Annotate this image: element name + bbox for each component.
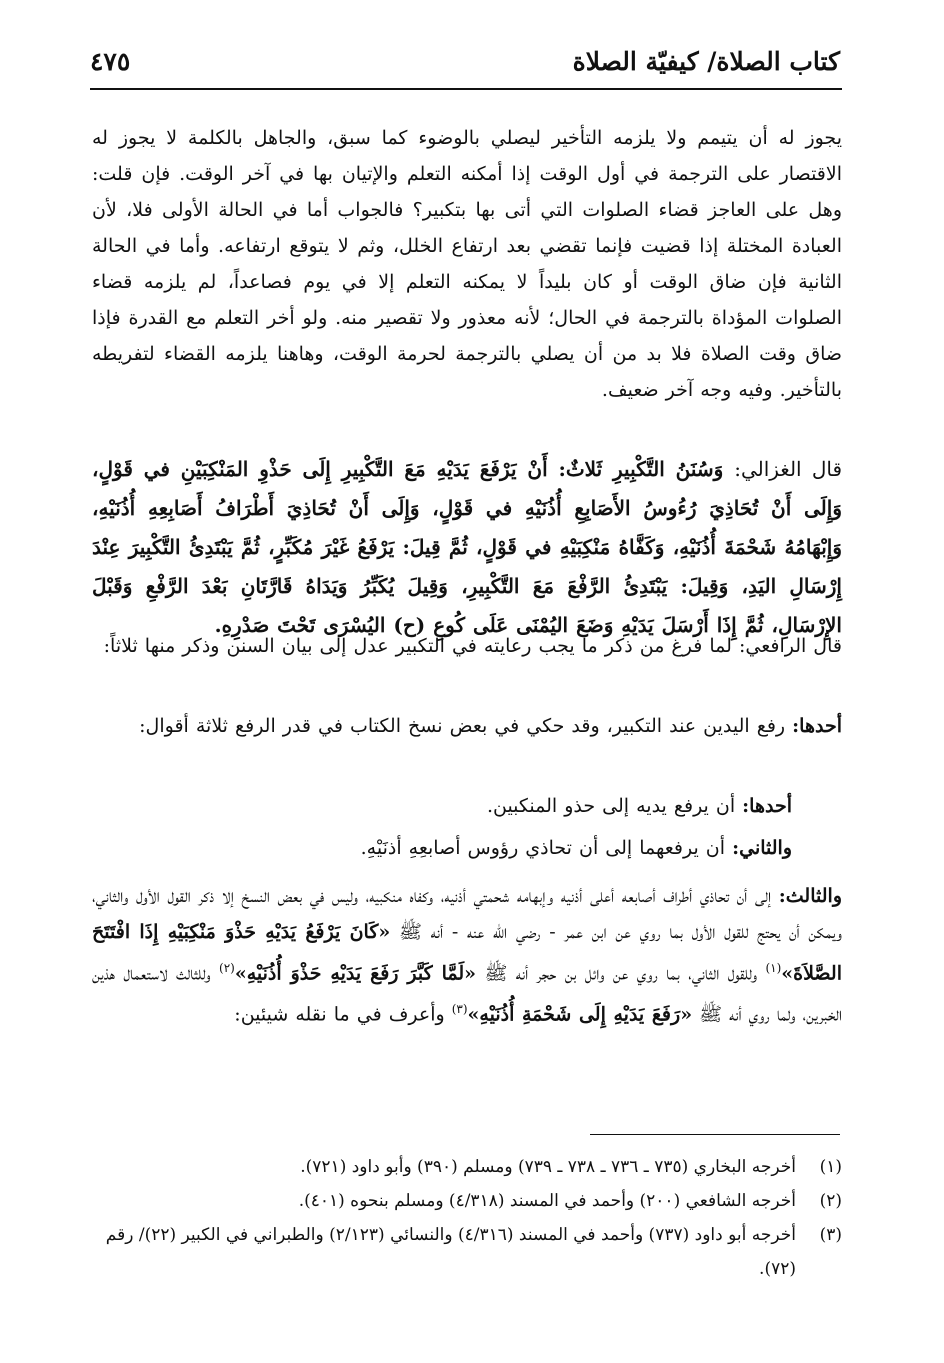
footnote bbox=[92, 1184, 842, 1218]
footnote-rule bbox=[590, 1134, 840, 1135]
footnote-ref-1[interactable]: (١) bbox=[765, 961, 782, 975]
footnote-text: أخرجه البخاري (٧٣٥ ـ ٧٣٦ ـ ٧٣٨ ـ ٧٣٩) ومسلم (٣٩٠) وأبو داود (٧٢١). bbox=[300, 1157, 796, 1177]
footnote-number: (٢) bbox=[819, 1191, 842, 1211]
running-title: كتاب الصلاة/ كيفيّة الصلاة bbox=[572, 46, 840, 76]
qawl-two bbox=[92, 830, 792, 866]
footnote-number: (١) bbox=[819, 1157, 842, 1177]
first-sunnah-paragraph bbox=[92, 708, 842, 744]
page-number: ٤٧٥ bbox=[90, 46, 131, 76]
first-sunnah-text: رفع اليدين عند التكبير، وقد حكي في بعض نسخ الكتاب في قدر الرفع ثلاثة أقوال: bbox=[139, 715, 786, 737]
intro-paragraph: يجوز له أن يتيمم ولا يلزمه التأخير ليصلي بالوضوء كما سبق، والجاهل بالكلمة لا يجوز له الاقتصار على الترجمة في أول الوقت إذا أمكنه التعلم والإتيان بها في آخر الوقت. فإن قلت: وهل على العاجز قضاء الصلوات التي أتى بها بتكبير؟ فالجواب أما في الحالة الأولى فلا، لأن العبادة المختلة إذا قضيت فإنما تقضي بعد ارتفاع الخلل، وثم لا يتوقع ارتفاعه. وأما في الحالة الثانية فإن ضاق الوقت أو كان بليداً لا يمكنه التعلم إلا في يوم فصاعداً، لم يلزمه قضاء الصلوات المؤداة بالترجمة في الحال؛ لأنه معذور ولا تقصير منه. ولو أخر التعلم مع القدرة فإذا ضاق وقت الصلاة فلا بد من أن يصلي بالترجمة لحرمة الوقت، وهاهنا يلزمه القضاء لتفريطه بالتأخير. وفيه وجه آخر ضعيف. bbox=[92, 127, 842, 401]
qawl-three-text-2: وللقول الثاني، بما روي عن وائل بن حجر أنه ﷺ bbox=[484, 962, 758, 985]
first-sunnah-label: أحدها: bbox=[792, 715, 842, 737]
footnote bbox=[92, 1218, 842, 1286]
hadith-quote-1: «كَانَ يَرْفَعُ يَدَيْهِ حَذْوَ مَنْكِبَيْهِ إِذَا افْتَتَحَ الصَّلاَةَ» bbox=[92, 921, 842, 985]
footnotes bbox=[92, 1150, 842, 1286]
qawl-three bbox=[92, 878, 842, 1033]
qawl-three-text-3: وللثالث لاستعمال هذين الخبرين، ولما روي أنه ﷺ bbox=[92, 962, 842, 1026]
footnote-ref-3[interactable]: (٣) bbox=[451, 1002, 468, 1017]
footnote-ref-2[interactable]: (٢) bbox=[219, 961, 235, 975]
matn-text: وَسُنَنُ التَّكْبِيرِ ثَلاثٌ: أَنْ يَرْفَعَ يَدَيْهِ مَعَ التَّكْبِيرِ إِلَى حَذْوِ المَنْكِبَيْنِ في قَوْلٍ، وَإِلَى أَنْ تُحَاذِيَ رُءُوسُ الأَصَابِعِ أُذُنَيْهِ في قَوْلٍ، وَإِلَى أَنْ تُحَاذِيَ أَطْرَافُ أَصَابِعِهِ أُذُنَيْهِ، وَإِبْهَامُهُ شَحْمَةَ أُذُنَيْهِ، وَكَفَّاهُ مَنْكِبَيْهِ في قَوْلٍ، ثُمَّ قِيلَ: يَرْفَعُ غَيْرَ مُكَبِّرٍ، ثُمَّ يَبْتَدِئُ التَّكْبِيرَ عِنْدَ إِرْسَالِ اليَدِ، وَقِيلَ: يَبْتَدِئُ الرَّفْعَ مَعَ التَّكْبِيرِ، وَقِيلَ يُكَبِّرُ وَيَدَاهُ قَارَّتَانِ بَعْدَ الرَّفْعِ وَقَبْلَ الإِرْسَالِ، ثُمَّ إِذَا أَرْسَلَ يَدَيْهِ وَضَعَ اليُمْنَى عَلَى كُوعِ (ح) اليُسْرَى تَحْتَ صَدْرِهِ. bbox=[92, 457, 842, 637]
qawl-two-label: والثاني: bbox=[732, 837, 792, 859]
hadith-quote-3: «رَفَعَ يَدَيْهِ إِلَى شَحْمَةِ أُذُنَيْهِ» bbox=[467, 1003, 693, 1026]
qawl-one-label: أحدها: bbox=[742, 795, 792, 817]
qawl-three-text-1: إلى أن تحاذي أطراف أصابعه أعلى أذنيه وإبهامه شحمتي أذنيه، وكفاه منكبيه، وليس في بعض النسخ إلا ذكر القول الأول والثاني، ويمكن أن يحتج للقول الأول بما روي عن ابن عمر - رضي الله عنه - أنه ﷺ bbox=[92, 885, 842, 943]
header-rule bbox=[90, 88, 842, 90]
qawl-three-text-4: وأعرف في ما نقله شيئين: bbox=[234, 1003, 445, 1026]
ghazali-matn-paragraph bbox=[92, 450, 842, 645]
footnote-text: أخرجه أبو داود (٧٣٧) وأحمد في المسند (٤/٣١٦) والنسائي (٢/١٢٣) والطبراني في الكبير (٢٢)/ رقم (٧٢). bbox=[105, 1225, 796, 1279]
rafii-paragraph: قال الرافعي: لما فرغ من ذكر ما يجب رعايته في التكبير عدل إلى بيان السنن وذكر منها ثلاثاً: bbox=[103, 635, 842, 657]
footnote-text: أخرجه الشافعي (٢٠٠) وأحمد في المسند (٤/٣١٨) ومسلم بنحوه (٤٠١). bbox=[298, 1191, 796, 1211]
qawl-one bbox=[92, 788, 792, 824]
hadith-quote-2: «لَمَّا كَبَّرَ رَفَعَ يَدَيْهِ حَذْوَ أُذُنَيْهِ» bbox=[234, 962, 477, 985]
qawl-three-label: والثالث: bbox=[778, 885, 842, 907]
qawl-two-text: أن يرفعهما إلى أن تحاذي رؤوس أصابعِهِ أذنَيْهِ. bbox=[360, 837, 726, 859]
qawl-one-text: أن يرفع يديه إلى حذو المنكبين. bbox=[486, 795, 736, 817]
footnote bbox=[92, 1150, 842, 1184]
matn-label: قال الغزالي: bbox=[734, 457, 843, 481]
page-header bbox=[90, 38, 840, 84]
footnote-number: (٣) bbox=[819, 1225, 842, 1245]
